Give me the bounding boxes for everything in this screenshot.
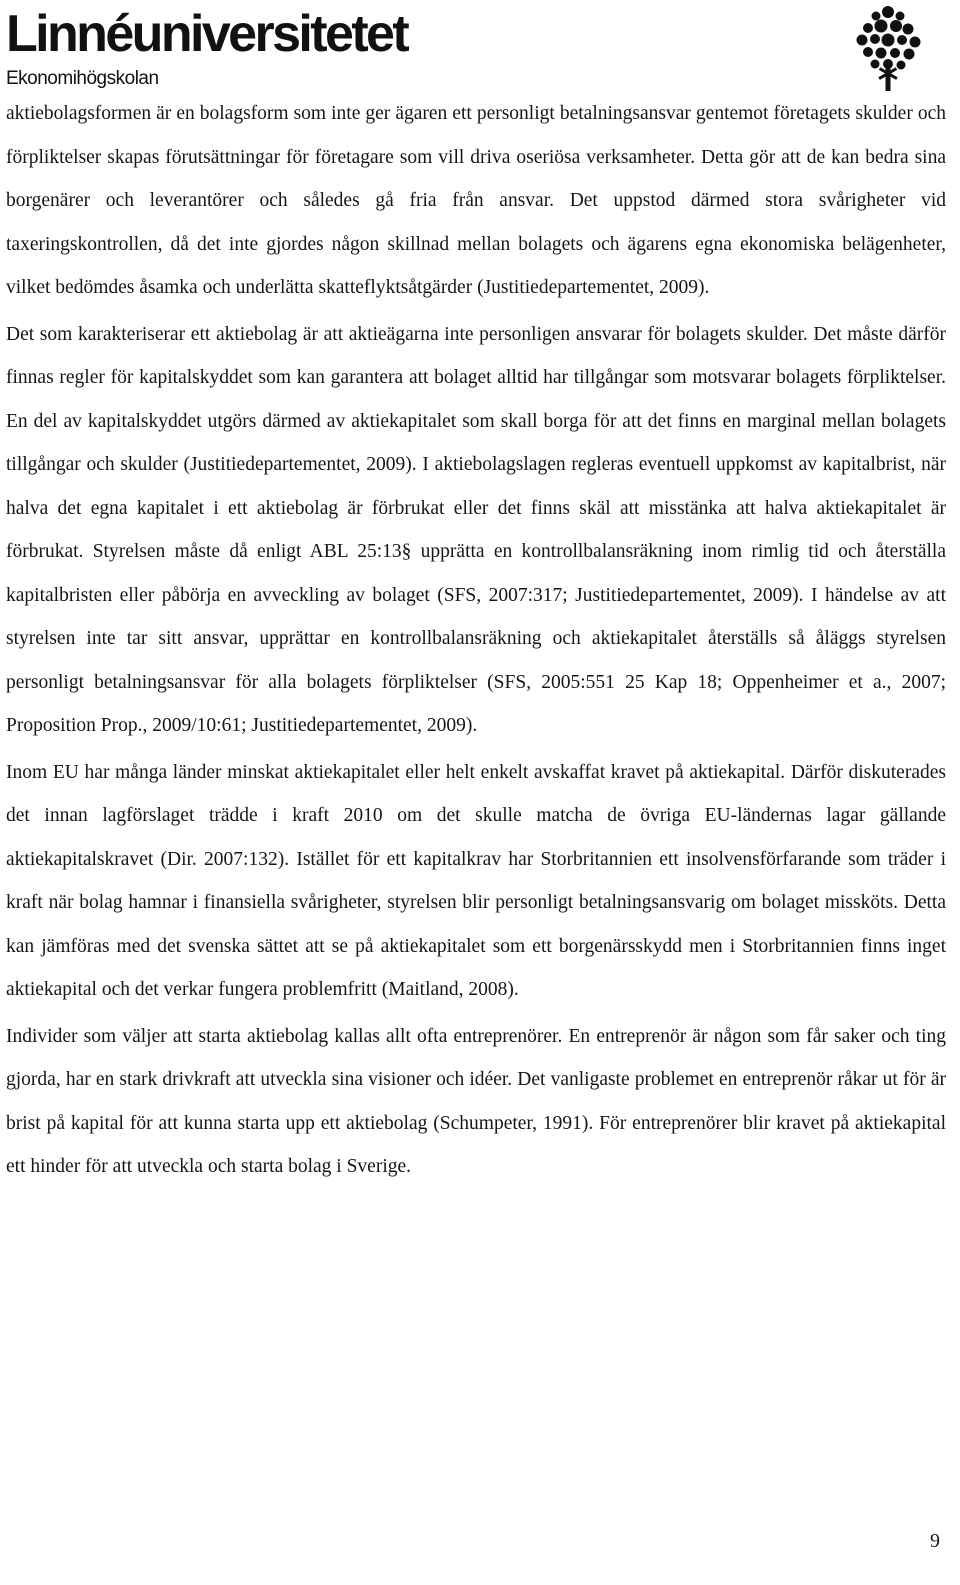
body-paragraph: aktiebolagsformen är en bolagsform som inte ger ägaren ett personligt betalningsansvar gentemot företagets skulder och förpliktelser skapas förutsättningar för företagare som vill driva oseriösa verksamheter. Detta gör att de kan bedra sina borgenärer och leverantörer och således gå fria från ansvar. Det uppstod därmed stora svårigheter vid taxeringskontrollen, då det inte gjordes någon skillnad mellan bolagets och ägarens egna ekonomiska belägenheter, vilket bedömdes åsamka och underlätta skatteflyktsåtgärder (Justitiedepartementet, 2009). (6, 103, 946, 298)
page-number: 9 (930, 1530, 940, 1552)
body-paragraph: Inom EU har många länder minskat aktiekapitalet eller helt enkelt avskaffat kravet på aktiekapital. Därför diskuterades det innan lagförslaget trädde i kraft 2010 om det skulle matcha de övriga EU-ländernas lagar gällande aktiekapitalskravet (Dir. 2007:132). Istället för ett kapitalkrav har Storbritannien ett insolvensförfarande som träder i kraft när bolag hamnar i finansiella svårigheter, styrelsen blir personligt betalningsansvarig om bolaget missköts. Detta kan jämföras med det svenska sättet att se på aktiekapitalet som ett borgenärsskydd men i Storbritannien finns inget aktiekapital och det verkar fungera problemfritt (Maitland, 2008). (6, 761, 946, 1000)
institution-logo-wordmark: Linnéuniversitetet (6, 5, 408, 63)
school-name: Ekonomihögskolan (6, 68, 159, 89)
body-paragraph: Individer som väljer att starta aktiebolag kallas allt ofta entreprenörer. En entreprenör är någon som får saker och ting gjorda, har en stark drivkraft att utveckla sina visioner och idéer. Det vanligaste problemet en entreprenör råkar ut för är brist på kapital för att kunna starta upp ett aktiebolag (Schumpeter, 1991). För entreprenörer blir kravet på aktiekapital ett hinder för att utveckla och starta bolag i Sverige. (6, 1025, 946, 1177)
document-body (6, 92, 946, 1189)
body-paragraph: Det som karakteriserar ett aktiebolag är att aktieägarna inte personligen ansvarar för bolagets skulder. Det måste därför finnas regler för kapitalskyddet som kan garantera att bolaget alltid har tillgångar som motsvarar bolagets förpliktelser. En del av kapitalskyddet utgörs därmed av aktiekapitalet som skall borga för att det finns en marginal mellan bolagets tillgångar och skulder (Justitiedepartementet, 2009). I aktiebolagslagen regleras eventuell uppkomst av kapitalbrist, när halva det egna kapitalet i ett aktiebolag är förbrukat eller det finns skäl att misstänka att halva aktiekapitalet är förbrukat. Styrelsen måste då enligt ABL 25:13§ upprätta en kontrollbalansräkning inom rimlig tid och återställa kapitalbristen eller påbörja en avveckling av bolaget (SFS, 2007:317; Justitiedepartementet, 2009). I händelse av att styrelsen inte tar sitt ansvar, upprättar en kontrollbalansräkning och aktiekapitalet återställs så åläggs styrelsen personligt betalningsansvar för alla bolagets förpliktelser (SFS, 2005:551 25 Kap 18; Oppenheimer et a., 2007; Proposition Prop., 2009/10:61; Justitiedepartementet, 2009). (6, 323, 946, 736)
tree-logo-icon (848, 4, 928, 92)
page-header (0, 0, 960, 96)
